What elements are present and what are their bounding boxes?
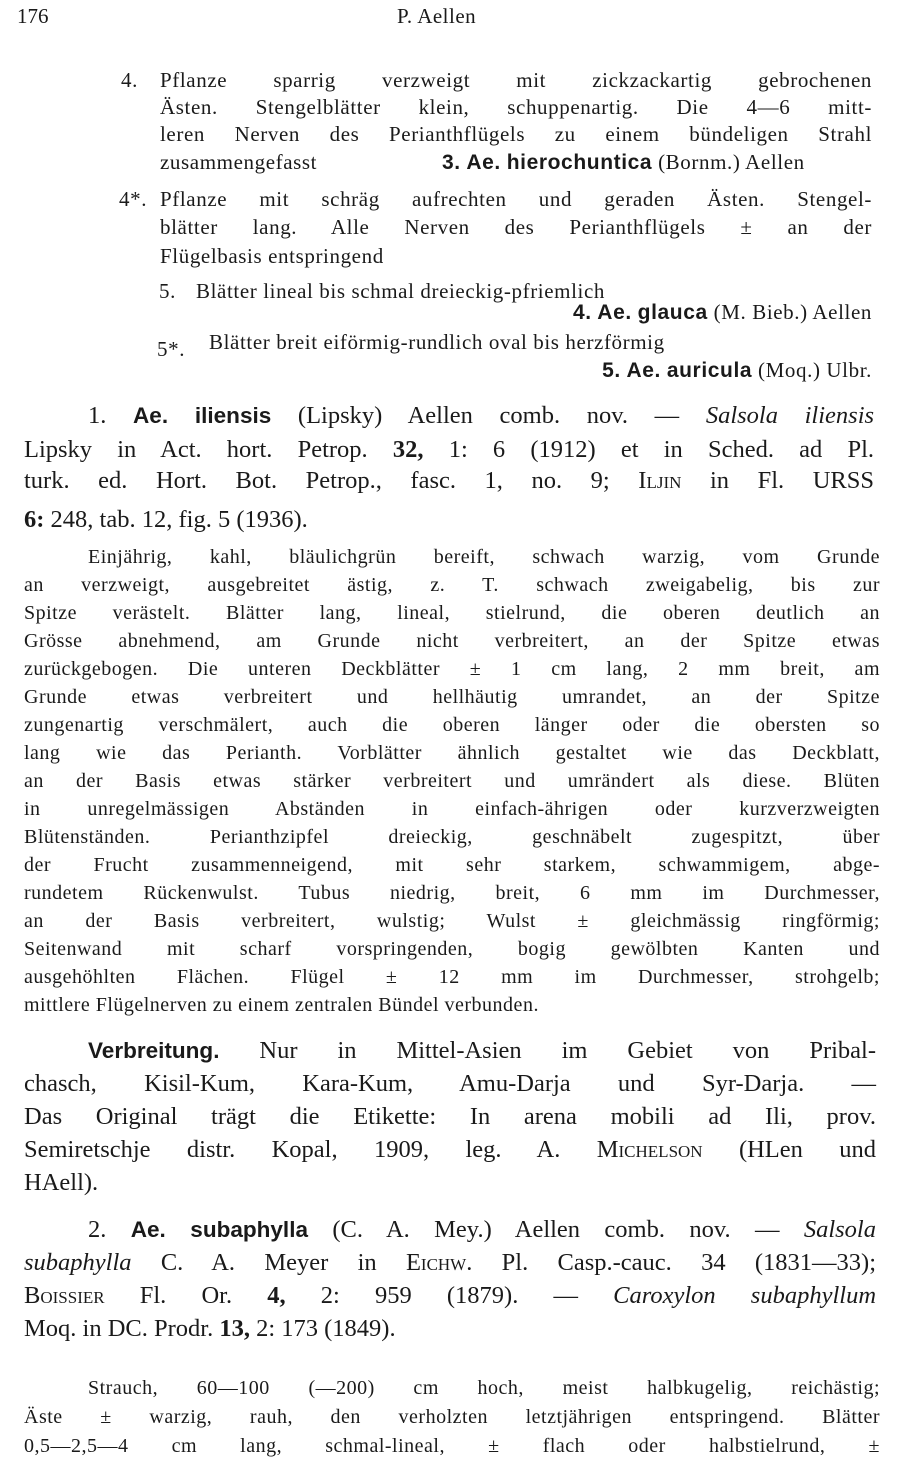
sp2-title-line-4 [24, 1315, 396, 1343]
key-5-number: 5. [159, 279, 176, 303]
sp1-ref-author: Iljin [638, 467, 682, 494]
key-5s-result-epithet: auricula [666, 359, 753, 382]
sp1-title-line-3 [24, 467, 874, 495]
sp2-desc-line-3: 0,5—2,5—4 cm lang, schmal-lineal, ± flach oder halbstielrund, ± [24, 1435, 880, 1457]
sp2-title-line-2 [24, 1249, 876, 1277]
distribution-label: Verbreitung. [88, 1038, 220, 1063]
key-4-result [442, 150, 805, 175]
sp1-ref-vol: 32, [392, 436, 424, 463]
key-4-number: 4. [121, 68, 138, 92]
sp2-ref-a: C. A. Meyer in [160, 1249, 377, 1276]
sp2-desc-line-2: Äste ± warzig, rauh, den verholzten letztjährigen entspringend. Blätter [24, 1406, 880, 1428]
key-5-result-number: 4. Ae. [572, 301, 632, 324]
sp1-ref-e: 248, tab. 12, fig. 5 (1936). [50, 506, 308, 533]
sp1-desc-line: Grösse abnehmend, am Grunde nicht verbreitert, an der Spitze etwas [24, 630, 880, 652]
sp1-distribution-line-1 [88, 1037, 876, 1065]
sp1-desc-line: Blütenständen. Perianthzipfel dreieckig, geschnäbelt zugespitzt, über [24, 826, 880, 848]
sp2-desc-line-1: Strauch, 60—100 (—200) cm hoch, meist halbkugelig, reichästig; [88, 1377, 880, 1399]
sp2-synonym-2: Caroxylon subaphyllum [613, 1282, 877, 1309]
key-4s-line-2: blätter lang. Alle Nerven des Perianthflügels ± an der [160, 215, 872, 239]
sp1-number: 1. [88, 402, 107, 429]
sp1-desc-line: zungenartig verschmälert, auch die oberen länger oder die obersten so [24, 714, 880, 736]
sp2-title-line-3 [24, 1282, 876, 1310]
key-4-line-4: zusammengefasst [160, 150, 318, 174]
sp1-desc-line: Grunde etwas verbreitert und hellhäutig umrandet, an der Spitze [24, 686, 880, 708]
key-5-result [573, 300, 872, 325]
key-5s-line-1: Blätter breit eiförmig-rundlich oval bis herzförmig [209, 330, 665, 354]
sp1-distribution-line-4 [24, 1136, 876, 1164]
sp2-ref-vol-1: 4, [267, 1282, 286, 1309]
sp2-ref-e: Moq. in DC. Prodr. [24, 1315, 214, 1342]
sp1-author: (Lipsky) Aellen comb. nov. — [297, 402, 680, 429]
sp1-desc-line: mittlere Flügelnerven zu einem zentralen Bündel verbunden. [24, 994, 539, 1016]
sp1-title-line-4 [24, 506, 308, 534]
key-5s-result-author: (Moq.) Ulbr. [758, 358, 872, 382]
sp2-ref-f: 2: 173 (1849). [256, 1315, 396, 1342]
key-4-result-number: 3. Ae. [442, 151, 501, 174]
key-5s-result-number: 5. Ae. [602, 359, 661, 382]
sp1-ref-a: Lipsky in Act. hort. Petrop. [24, 436, 368, 463]
sp2-synonym-epithet: subaphylla [24, 1249, 132, 1276]
sp2-ref-d: 2: 959 (1879). — [320, 1282, 578, 1309]
sp2-author: (C. A. Mey.) Aellen comb. nov. — [332, 1216, 780, 1243]
sp1-ref-c: turk. ed. Hort. Bot. Petrop., fasc. 1, no. 9; [24, 467, 610, 494]
sp2-ref-author-1: Eichw. [405, 1249, 473, 1276]
sp1-distribution-line-5: HAell). [24, 1169, 99, 1196]
sp2-name: Ae. subaphylla [130, 1217, 308, 1242]
key-4s-number: 4*. [119, 187, 148, 211]
sp1-desc-line: an der Basis etwas stärker verbreitert und umrändert als diese. Blüten [24, 770, 880, 792]
key-4-result-epithet: hierochuntica [506, 151, 653, 174]
sp2-ref-author-2: Boissier [24, 1282, 105, 1309]
sp1-title-line-1 [88, 402, 874, 430]
key-4s-line-3: Flügelbasis entspringend [160, 244, 384, 268]
sp2-ref-b: Pl. Casp.-cauc. 34 (1831—33); [501, 1249, 876, 1276]
distribution-text-1: Nur in Mittel-Asien im Gebiet von Pribal- [259, 1037, 876, 1064]
sp1-synonym: Salsola iliensis [705, 402, 875, 429]
key-5-line-1: Blätter lineal bis schmal dreieckig-pfriemlich [196, 279, 605, 303]
sp1-desc-line: an der Basis verbreitert, wulstig; Wulst ± gleichmässig ringförmig; [24, 910, 880, 932]
distribution-collector: Michelson [596, 1136, 703, 1163]
key-5-result-epithet: glauca [637, 301, 708, 324]
sp1-desc-line: der Frucht zusammenneigend, mit sehr starkem, schwammigem, abge- [24, 854, 880, 876]
sp1-desc-line: an verzweigt, ausgebreitet ästig, z. T. schwach zweigabelig, bis zur [24, 574, 880, 596]
sp1-name: Ae. iliensis [133, 403, 272, 428]
key-4-line-2: Ästen. Stengelblätter klein, schuppenartig. Die 4—6 mitt- [160, 95, 872, 119]
page-number: 176 [17, 4, 49, 28]
sp1-distribution-line-3: Das Original trägt die Etikette: In arena mobili ad Ili, prov. [24, 1103, 876, 1130]
sp1-ref-b: 1: 6 (1912) et in Sched. ad Pl. [448, 436, 875, 463]
sp1-desc-line: lang wie das Perianth. Vorblätter ähnlich gestaltet wie das Deckblatt, [24, 742, 880, 764]
sp2-ref-c: Fl. Or. [139, 1282, 233, 1309]
key-5s-number: 5*. [157, 337, 186, 361]
sp1-distribution-line-2: chasch, Kisil-Kum, Kara-Kum, Amu-Darja und Syr-Darja. — [24, 1070, 876, 1097]
sp1-desc-line: rundetem Rückenwulst. Tubus niedrig, breit, 6 mm im Durchmesser, [24, 882, 880, 904]
sp1-desc-line: ausgehöhlten Flächen. Flügel ± 12 mm im Durchmesser, strohgelb; [24, 966, 880, 988]
distribution-text-4b: (HLen und [738, 1136, 877, 1163]
sp2-number: 2. [88, 1216, 107, 1243]
sp1-desc-line: Spitze verästelt. Blätter lang, lineal, stielrund, die oberen deutlich an [24, 602, 880, 624]
sp1-ref-vol-2: 6: [24, 506, 45, 533]
key-5s-result [602, 358, 872, 383]
distribution-text-4a: Semiretschje distr. Kopal, 1909, leg. A. [24, 1136, 561, 1163]
sp1-desc-line: Seitenwand mit scharf vorspringenden, bogig gewölbten Kanten und [24, 938, 880, 960]
sp2-ref-vol-2: 13, [219, 1315, 250, 1342]
sp1-ref-d: in Fl. URSS [709, 467, 874, 494]
running-title: P. Aellen [397, 4, 477, 28]
key-4-line-3: leren Nerven des Perianthflügels zu einem bündeligen Strahl [160, 122, 872, 146]
key-5-result-author: (M. Bieb.) Aellen [713, 300, 872, 324]
sp1-title-line-2 [24, 436, 874, 464]
key-4s-line-1: Pflanze mit schräg aufrechten und geraden Ästen. Stengel- [160, 187, 872, 211]
sp2-synonym: Salsola [803, 1216, 876, 1243]
sp1-desc-line: zurückgebogen. Die unteren Deckblätter ± 1 cm lang, 2 mm breit, am [24, 658, 880, 680]
sp1-desc-line: in unregelmässigen Abständen in einfach-ährigen oder kurzverzweigten [24, 798, 880, 820]
sp1-desc-line: Einjährig, kahl, bläulichgrün bereift, schwach warzig, vom Grunde [88, 546, 880, 568]
sp2-title-line-1 [88, 1216, 876, 1244]
key-4-result-author: (Bornm.) Aellen [658, 150, 805, 174]
key-4-line-1: Pflanze sparrig verzweigt mit zickzackartig gebrochenen [160, 68, 872, 92]
